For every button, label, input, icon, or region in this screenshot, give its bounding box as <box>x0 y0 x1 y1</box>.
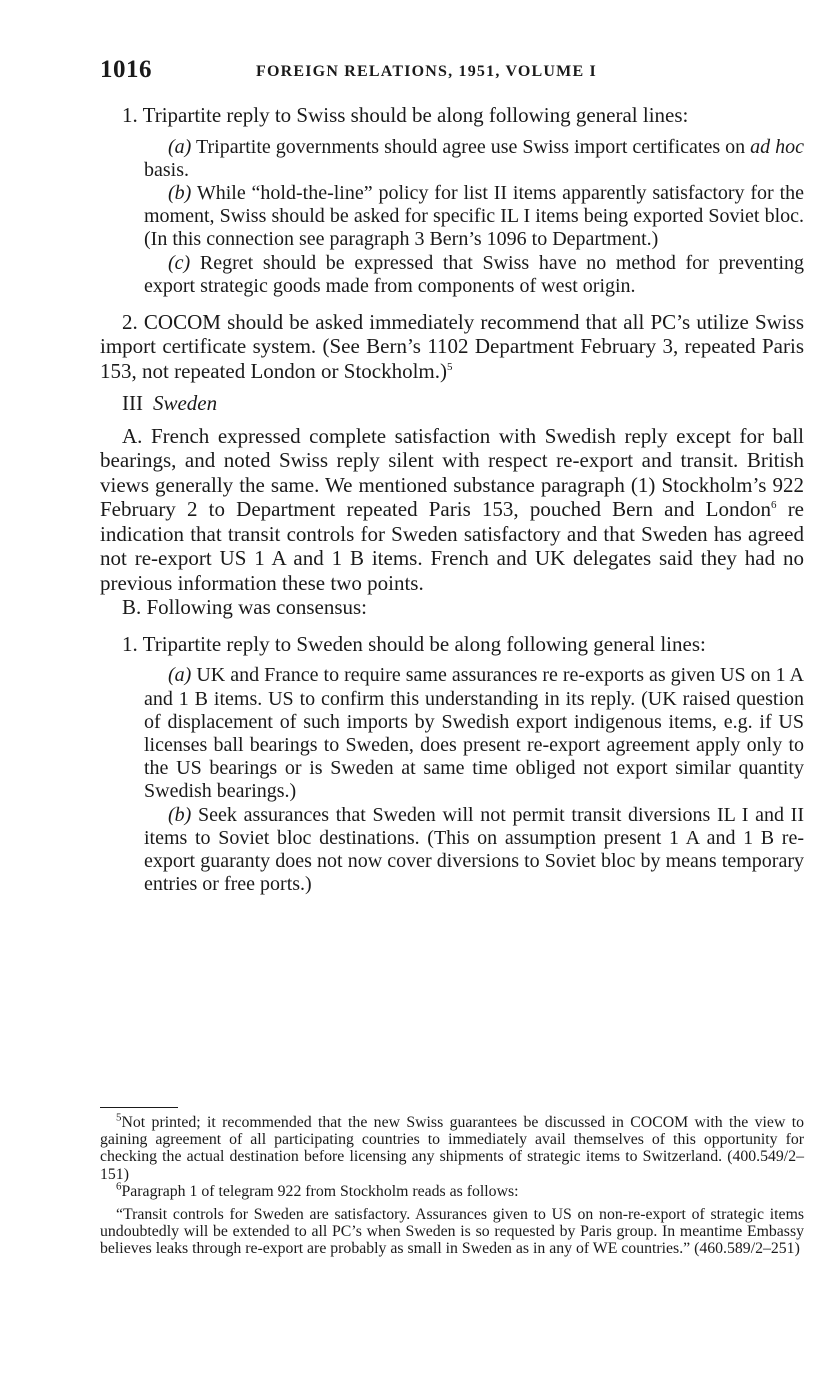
sweden-item-1b-label: (b) <box>168 803 192 826</box>
section-number: III <box>122 391 143 416</box>
swiss-item-1a <box>100 136 804 182</box>
footnotes <box>100 1107 804 1258</box>
section-title: Sweden <box>152 391 218 416</box>
footnote-divider <box>100 1107 178 1108</box>
swiss-item-1b-label: (b) <box>168 181 192 204</box>
sweden-paragraph-a-text-2: re indication that transit controls for Sweden satisfactory and that Sweden has agreed not re-export US 1 A and 1 B items. French and UK delegates said they had no previous information these two points. <box>100 497 805 595</box>
swiss-item-1c-label: (c) <box>168 251 191 274</box>
section-heading-sweden <box>100 391 804 416</box>
running-head: FOREIGN RELATIONS, 1951, VOLUME I <box>256 63 597 80</box>
page-header <box>100 56 800 86</box>
sweden-item-1a-text: UK and France to require same assurances re re-exports as given US on 1 A and 1 B items. US to confirm this understanding in its reply. (UK raised question of displacement of such imports by Swedish export indigenous items, e.g. if US licenses ball bearings to Sweden, does present re-export agreement apply only to the US bearings or is Sweden at same time obliged not export similar quantity Swedish bearings.) <box>144 664 805 803</box>
footnote-6-mark: 6 <box>116 1180 122 1193</box>
swiss-item-2 <box>100 310 804 384</box>
footnote-5-mark: 5 <box>116 1111 122 1124</box>
footnote-6-quote: “Transit controls for Sweden are satisfactory. Assurances given to US on non-re-export of strategic items undoubtedly will be extended to all PC’s when Sweden is so requested by Paris group. In meantime Embassy believes leaks through re-export are probably as small in Sweden as in any of WE countries.” (460.589/2–251) <box>100 1206 804 1258</box>
sweden-paragraph-a <box>100 424 804 596</box>
sweden-paragraph-b: B. Following was consensus: <box>122 595 368 620</box>
footnote-ref-5[interactable]: 5 <box>447 360 453 373</box>
sweden-item-1: 1. Tripartite reply to Sweden should be along following general lines: <box>122 631 706 656</box>
footnote-6-text: Paragraph 1 of telegram 922 from Stockholm reads as follows: <box>121 1182 519 1200</box>
swiss-item-1a-text-2: basis. <box>144 158 189 181</box>
swiss-item-1a-italic: ad hoc <box>750 135 805 158</box>
footnote-5 <box>100 1111 804 1183</box>
swiss-item-1b-text: While “hold-the-line” policy for list II items apparently satisfactory for the moment, Swiss should be asked for specific IL I items being exported Soviet bloc. (In this connection see paragraph 3 Bern’s 1096 to Department.) <box>144 181 805 251</box>
swiss-item-1a-label: (a) <box>168 135 192 158</box>
main-text <box>100 103 804 896</box>
swiss-item-1b <box>100 182 804 252</box>
sweden-item-1b-text: Seek assurances that Sweden will not permit transit diversions IL I and II items to Soviet bloc destinations. (This on assumption present 1 A and 1 B re-export guaranty does not now cover diversions to Soviet bloc by means temporary entries or free ports.) <box>144 803 805 896</box>
swiss-item-2-text: 2. COCOM should be asked immediately recommend that all PC’s utilize Swiss import certificate system. (See Bern’s 1102 Department February 3, repeated Paris 153, not repeated London or Stockholm.) <box>100 309 804 383</box>
swiss-item-1a-text-1: Tripartite governments should agree use Swiss import certificates on <box>195 135 746 158</box>
swiss-item-1c-text: Regret should be expressed that Swiss have no method for preventing export strategic goods made from components of west origin. <box>144 251 805 297</box>
swiss-item-1: 1. Tripartite reply to Swiss should be along following general lines: <box>122 103 689 127</box>
footnote-ref-6[interactable]: 6 <box>771 499 777 512</box>
page-number: 1016 <box>100 56 152 83</box>
sweden-paragraph-a-text-1: A. French expressed complete satisfaction with Swedish reply except for ball bearings, and noted Swiss reply silent with respect re-export and transit. British views generally the same. We mentioned substance paragraph (1) Stockholm’s 922 February 2 to Department repeated Paris 153, pouched Bern and London <box>100 423 804 522</box>
sweden-item-1a-label: (a) <box>168 664 192 687</box>
footnote-6 <box>100 1180 804 1200</box>
sweden-item-1b <box>100 804 804 897</box>
sweden-item-1a <box>100 664 804 803</box>
swiss-item-1c <box>100 252 804 298</box>
footnote-5-text: Not printed; it recommended that the new Swiss guarantees be discussed in COCOM with the view to gaining agreement of all participating countries to immediately avail themselves of this opportunity for checking the actual destination before licensing any shipments of strategic items to Switzerland. (400.549/2–151) <box>100 1114 804 1183</box>
